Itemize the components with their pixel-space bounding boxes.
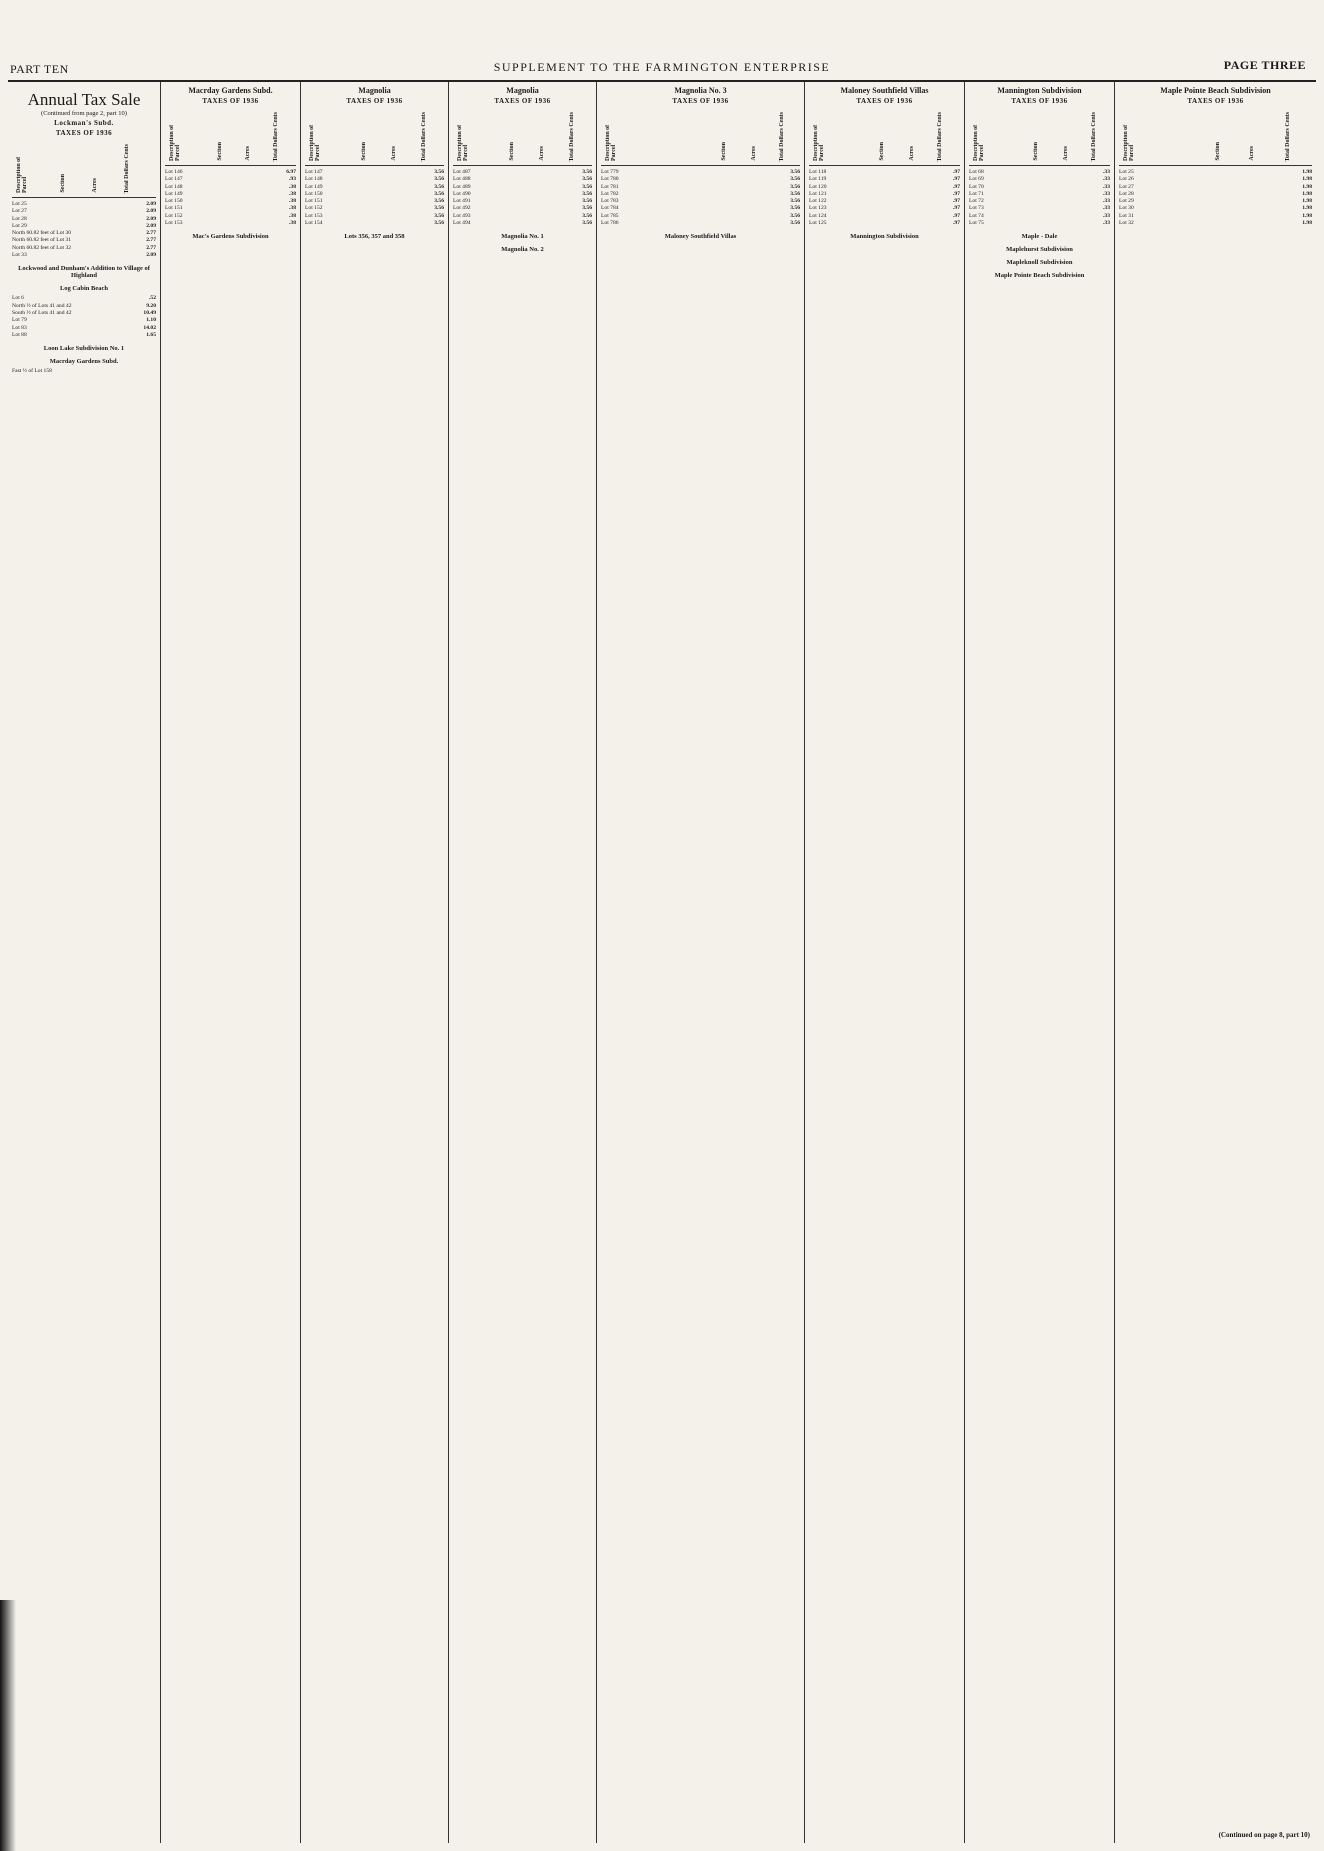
col1-table-head xyxy=(12,143,156,198)
list-item: Lot 123 .97 xyxy=(809,205,960,212)
head-description: Description of Parcel xyxy=(1123,124,1135,161)
head-section: Section xyxy=(217,142,223,161)
list-item: Lot 494 3.56 xyxy=(453,220,592,227)
col2-title: Macrday Gardens Subd. xyxy=(188,86,273,95)
section-heading: Mapleknoll Subdivision xyxy=(1006,259,1073,267)
list-item: Lot 118 .97 xyxy=(809,169,960,175)
section-heading: Maple - Dale xyxy=(1021,233,1058,241)
list-item: Lot 74 .33 xyxy=(969,212,1110,219)
list-item: Lot 73 .33 xyxy=(969,205,1110,212)
sale-title: Annual Tax Sale xyxy=(27,90,141,109)
list-item: Lot 146 6.97 xyxy=(165,169,296,175)
list-item: Lot 783 3.56 xyxy=(601,198,800,205)
col4-title: Magnolia xyxy=(506,86,539,95)
list-item: North ½ of Lots 41 and 42 9.20 xyxy=(12,302,156,309)
head-acres: Acres xyxy=(92,178,98,193)
head-description: Description of Parcel xyxy=(169,124,181,161)
head-acres: Acres xyxy=(751,146,757,161)
head-total: Total Dollars Cents xyxy=(779,111,785,161)
section-heading: Log Cabin Beach xyxy=(59,285,109,293)
list-item: Lot 121 .97 xyxy=(809,190,960,197)
publication-title: SUPPLEMENT TO THE FARMINGTON ENTERPRISE xyxy=(493,60,831,74)
head-section: Section xyxy=(509,142,515,161)
column-3 xyxy=(300,82,448,1843)
list-item: Lot 25 1.98 xyxy=(1119,169,1312,175)
list-item: Lot 147 .93 xyxy=(165,176,296,183)
col5-taxes: TAXES OF 1936 xyxy=(672,97,729,105)
list-item: Lot 30 1.98 xyxy=(1119,205,1312,212)
col2-taxes: TAXES OF 1936 xyxy=(202,97,259,105)
list-item: South ½ of Lots 41 and 42 10.49 xyxy=(12,309,156,316)
col6-title: Maloney Southfield Villas xyxy=(840,86,929,95)
head-description: Description of Parcel xyxy=(813,124,825,161)
list-item: Lot 119 .97 xyxy=(809,176,960,183)
head-total: Total Dollars Cents xyxy=(421,111,427,161)
section-heading: Maloney Southfield Villas xyxy=(664,233,737,241)
page-header xyxy=(0,52,1324,78)
part-label: PART TEN xyxy=(10,62,69,76)
col3-taxes: TAXES OF 1936 xyxy=(346,97,403,105)
col4-table-head xyxy=(453,111,592,166)
section-heading: Mac's Gardens Subdivision xyxy=(192,233,269,241)
list-item: Lot 487 3.56 xyxy=(453,169,592,175)
head-total: Total Dollars Cents xyxy=(1091,111,1097,161)
list-item: Lot 151 .38 xyxy=(165,205,296,212)
list-item: Lot 6 .52 xyxy=(12,295,156,302)
col1-taxes: TAXES OF 1936 xyxy=(55,129,113,137)
col5-table-head xyxy=(601,111,800,166)
head-description: Description of Parcel xyxy=(605,124,617,161)
col2-table-head xyxy=(165,111,296,166)
scan-edge-shadow xyxy=(0,1600,16,1851)
list-item: Lot 72 .33 xyxy=(969,198,1110,205)
list-item: Lot 69 .33 xyxy=(969,176,1110,183)
list-item: Lot 27 1.98 xyxy=(1119,183,1312,190)
list-item: Lot 489 3.56 xyxy=(453,183,592,190)
continued-footer: (Continued on page 8, part 10) xyxy=(1218,1831,1310,1839)
list-item: Lot 32 1.98 xyxy=(1119,220,1312,227)
section-heading: Macrday Gardens Subd. xyxy=(49,358,119,366)
col3-title: Magnolia xyxy=(358,86,391,95)
list-item: Lot 88 1.65 xyxy=(12,331,156,338)
head-acres: Acres xyxy=(1249,146,1255,161)
list-item: Lot 490 3.56 xyxy=(453,190,592,197)
head-description: Description of Parcel xyxy=(309,124,321,161)
list-item: Lot 120 .97 xyxy=(809,183,960,190)
list-item: Lot 781 3.56 xyxy=(601,183,800,190)
list-item: Lot 785 3.56 xyxy=(601,212,800,219)
list-item: Lot 153 .38 xyxy=(165,220,296,227)
col3-table-head xyxy=(305,111,444,166)
list-item: Lot 125 .97 xyxy=(809,220,960,227)
list-item: Lot 79 1.10 xyxy=(12,317,156,324)
list-item: Lot 152 .38 xyxy=(165,212,296,219)
column-6 xyxy=(804,82,964,1843)
col7-taxes: TAXES OF 1936 xyxy=(1011,97,1068,105)
list-item: Lot 71 .33 xyxy=(969,190,1110,197)
section-heading: Magnolia No. 1 xyxy=(501,233,544,241)
col7-title: Mannington Subdivision xyxy=(997,86,1082,95)
list-item: Lot 786 3.56 xyxy=(601,220,800,227)
list-item: Lot 148 3.56 xyxy=(305,176,444,183)
head-section: Section xyxy=(1033,142,1039,161)
list-item: North 60.82 feet of Lot 30 2.77 xyxy=(12,230,156,237)
list-item: Lot 124 .97 xyxy=(809,212,960,219)
col6-table-head xyxy=(809,111,960,166)
page-number: PAGE THREE xyxy=(1223,58,1306,72)
list-item: Lot 153 3.56 xyxy=(305,212,444,219)
col5-title: Magnolia No. 3 xyxy=(674,86,727,95)
head-section: Section xyxy=(1215,142,1221,161)
column-7 xyxy=(964,82,1114,1843)
column-8 xyxy=(1114,82,1316,1843)
list-item: Lot 148 .38 xyxy=(165,183,296,190)
list-item: Lot 147 3.56 xyxy=(305,169,444,175)
list-item: Lot 149 3.56 xyxy=(305,183,444,190)
head-section: Section xyxy=(361,142,367,161)
section-heading: Maplehurst Subdivision xyxy=(1006,246,1073,254)
column-4 xyxy=(448,82,596,1843)
list-item: Lot 25 2.09 xyxy=(12,201,156,207)
head-description: Description of Parcel xyxy=(973,124,985,161)
col8-taxes: TAXES OF 1936 xyxy=(1187,97,1244,105)
list-item: Lot 492 3.56 xyxy=(453,205,592,212)
head-total: Total Dollars Cents xyxy=(1285,111,1291,161)
list-item: North 60.82 feet of Lot 32 2.77 xyxy=(12,244,156,251)
list-item: North 60.82 feet of Lot 31 2.77 xyxy=(12,237,156,244)
list-item: Lot 31 1.98 xyxy=(1119,212,1312,219)
list-item: Lot 28 1.98 xyxy=(1119,190,1312,197)
list-item: Lot 27 2.09 xyxy=(12,208,156,215)
head-total: Total Dollars Cents xyxy=(124,143,130,193)
column-5 xyxy=(596,82,804,1843)
head-section: Section xyxy=(60,174,66,193)
section-heading: Lockwood and Dunham's Addition to Village of Highland xyxy=(18,265,150,280)
col7-table-head xyxy=(969,111,1110,166)
head-description: Description of Parcel xyxy=(16,156,28,193)
list-item: Lot 493 3.56 xyxy=(453,212,592,219)
columns xyxy=(8,82,1316,1843)
list-item: Lot 491 3.56 xyxy=(453,198,592,205)
list-item: Lot 28 2.09 xyxy=(12,215,156,222)
section-heading: Mannington Subdivision xyxy=(850,233,919,241)
list-item: Lot 33 2.09 xyxy=(12,252,156,259)
list-item: Lot 151 3.56 xyxy=(305,198,444,205)
section-heading: Maple Pointe Beach Subdivision xyxy=(994,272,1085,280)
list-item: Fast ½ of Lot 158 xyxy=(12,368,52,375)
col6-taxes: TAXES OF 1936 xyxy=(856,97,913,105)
head-acres: Acres xyxy=(245,146,251,161)
head-description: Description of Parcel xyxy=(457,124,469,161)
col8-table-head xyxy=(1119,111,1312,166)
column-1 xyxy=(8,82,160,1843)
list-item: Lot 154 3.56 xyxy=(305,220,444,227)
section-heading: Loon Lake Subdivision No. 1 xyxy=(43,345,125,353)
section-heading: Lots 356, 357 and 358 xyxy=(344,233,405,241)
list-item: Lot 150 3.56 xyxy=(305,190,444,197)
head-acres: Acres xyxy=(539,146,545,161)
list-item: Lot 488 3.56 xyxy=(453,176,592,183)
head-section: Section xyxy=(721,142,727,161)
list-item: Lot 122 .97 xyxy=(809,198,960,205)
head-acres: Acres xyxy=(909,146,915,161)
continued-note: (Continued from page 2, part 10) xyxy=(41,110,127,117)
col4-taxes: TAXES OF 1936 xyxy=(494,97,551,105)
list-item: Lot 779 3.56 xyxy=(601,169,800,175)
list-item: Lot 70 .33 xyxy=(969,183,1110,190)
list-item: Lot 68 .33 xyxy=(969,169,1110,175)
col8-title: Maple Pointe Beach Subdivision xyxy=(1160,86,1271,95)
list-item: Lot 780 3.56 xyxy=(601,176,800,183)
list-item: Lot 784 3.56 xyxy=(601,205,800,212)
column-2 xyxy=(160,82,300,1843)
head-acres: Acres xyxy=(391,146,397,161)
list-item: Lot 152 3.56 xyxy=(305,205,444,212)
head-total: Total Dollars Cents xyxy=(273,111,279,161)
list-item: Lot 150 .38 xyxy=(165,198,296,205)
list-item: Lot 29 1.98 xyxy=(1119,198,1312,205)
head-section: Section xyxy=(879,142,885,161)
list-item: Lot 149 .38 xyxy=(165,190,296,197)
list-item: Lot 29 2.09 xyxy=(12,222,156,229)
list-item: Lot 26 1.98 xyxy=(1119,176,1312,183)
head-total: Total Dollars Cents xyxy=(569,111,575,161)
list-item: Lot 83 14.02 xyxy=(12,324,156,331)
col1-subdivision: Lockman's Subd. xyxy=(54,119,114,127)
list-item: Lot 782 3.56 xyxy=(601,190,800,197)
head-acres: Acres xyxy=(1063,146,1069,161)
section-heading: Magnolia No. 2 xyxy=(501,246,544,254)
head-total: Total Dollars Cents xyxy=(937,111,943,161)
list-item: Lot 75 .33 xyxy=(969,220,1110,227)
